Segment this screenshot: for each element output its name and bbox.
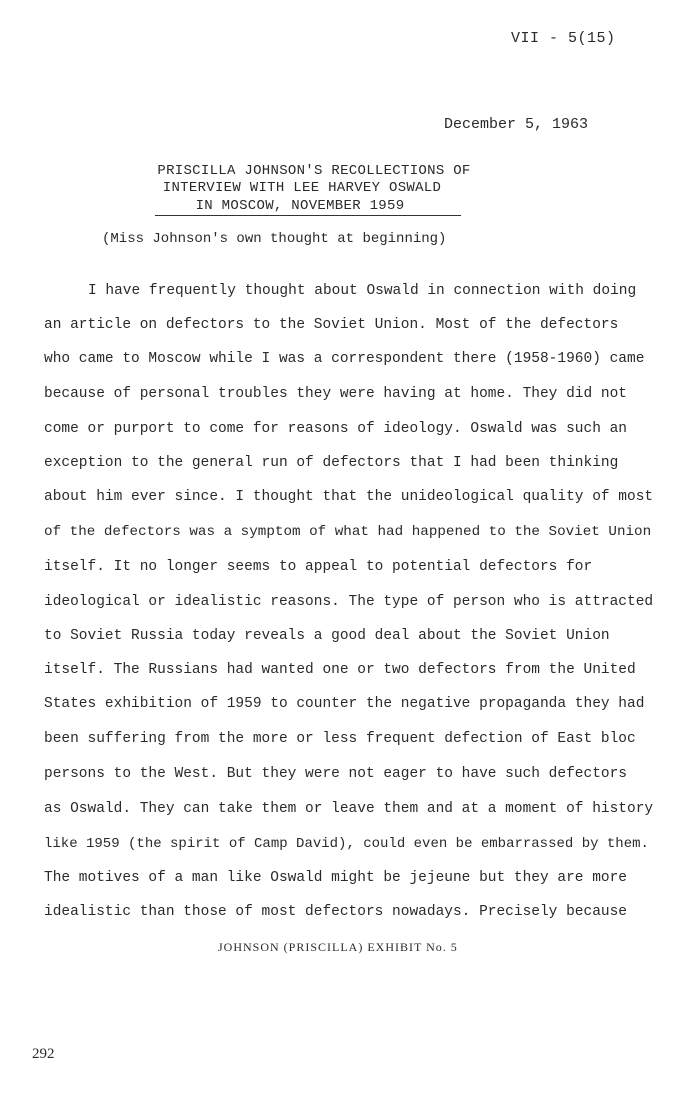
body-line: who came to Moscow while I was a correspondent there (1958-1960) came [44, 351, 645, 367]
body-line: idealistic than those of most defectors nowadays. Precisely because [44, 904, 627, 920]
body-line: The motives of a man like Oswald might be jejeune but they are more [44, 870, 627, 886]
body-line: of the defectors was a symptom of what had happened to the Soviet Union [44, 524, 652, 540]
body-line: come or purport to come for reasons of ideology. Oswald was such an [44, 421, 627, 437]
title-line-3: IN MOSCOW, NOVEMBER 1959 [195, 198, 405, 214]
title-line-1: PRISCILLA JOHNSON'S RECOLLECTIONS OF [157, 163, 471, 179]
body-line: an article on defectors to the Soviet Union. Most of the defectors [44, 317, 619, 333]
page-reference: VII - 5(15) [511, 30, 616, 47]
page-number: 292 [32, 1046, 55, 1062]
document-date: December 5, 1963 [444, 116, 589, 133]
body-line: been suffering from the more or less frequent defection of East bloc [44, 731, 636, 747]
body-line: persons to the West. But they were not eager to have such defectors [44, 766, 627, 782]
subtitle: (Miss Johnson's own thought at beginning) [102, 231, 447, 247]
body-line: ideological or idealistic reasons. The type of person who is attracted [44, 594, 654, 610]
body-line: itself. It no longer seems to appeal to potential defectors for [44, 559, 593, 575]
body-line: because of personal troubles they were having at home. They did not [44, 386, 627, 402]
title-line-2: INTERVIEW WITH LEE HARVEY OSWALD [162, 180, 442, 196]
body-line: itself. The Russians had wanted one or two defectors from the United [44, 662, 636, 678]
body-line: exception to the general run of defectors that I had been thinking [44, 455, 619, 471]
body-line: as Oswald. They can take them or leave them and at a moment of history [44, 801, 654, 817]
body-line: to Soviet Russia today reveals a good deal about the Soviet Union [44, 628, 610, 644]
body-line: like 1959 (the spirit of Camp David), could even be embarrassed by them. [44, 836, 649, 852]
title-underline [155, 215, 461, 216]
body-line: States exhibition of 1959 to counter the negative propaganda they had [44, 696, 645, 712]
body-line: about him ever since. I thought that the unideological quality of most [44, 489, 654, 505]
body-line: I have frequently thought about Oswald in connection with doing [88, 283, 637, 299]
exhibit-caption: JOHNSON (PRISCILLA) EXHIBIT No. 5 [218, 940, 458, 954]
